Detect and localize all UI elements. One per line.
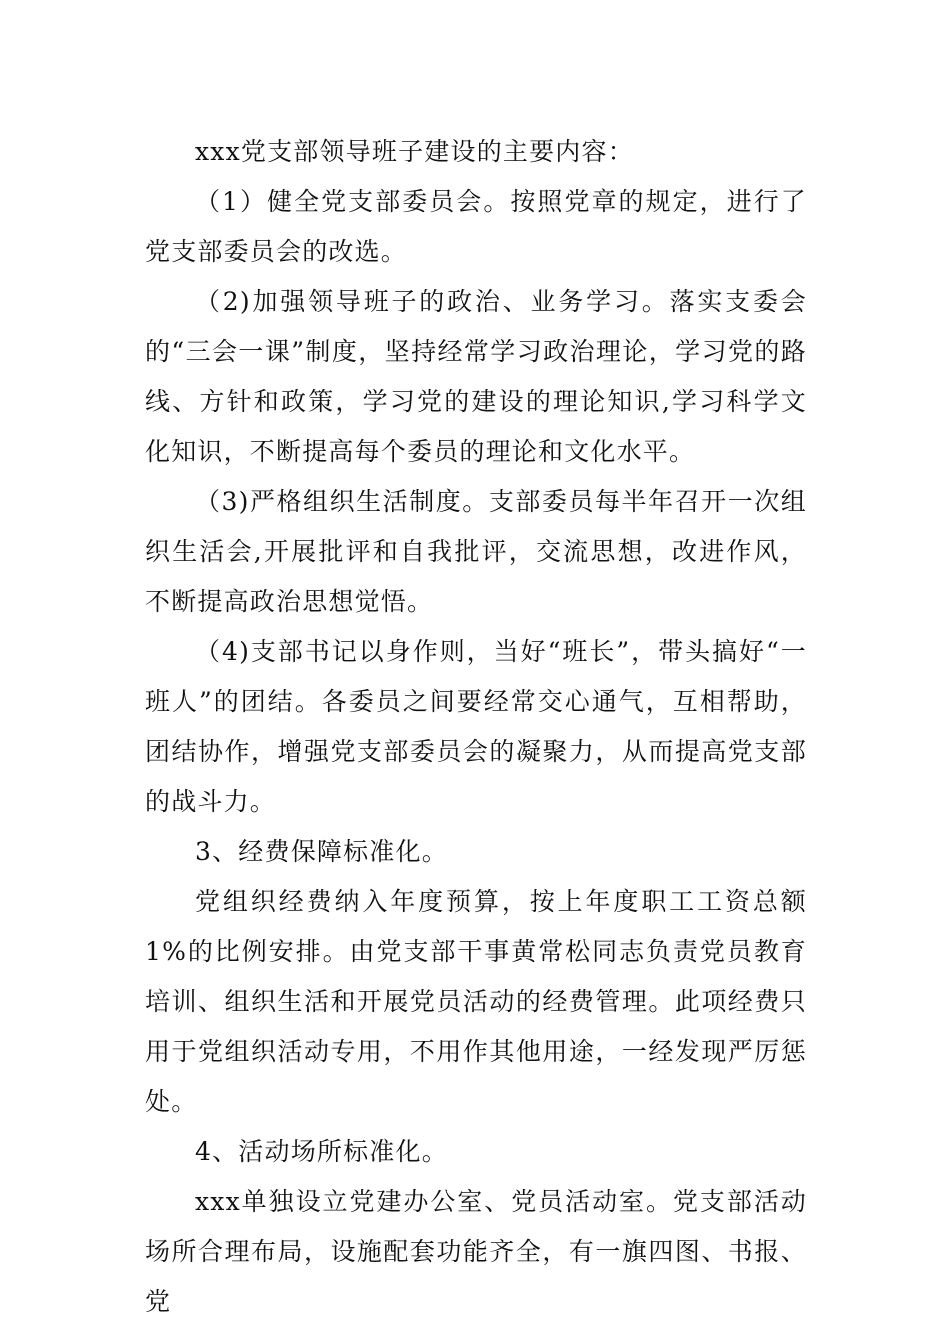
paragraph-venue: xxx单独设立党建办公室、党员活动室。党支部活动场所合理布局，设施配套功能齐全，有一旗四图、书报、党 [145,1187,807,1316]
paragraph-item-1: （1）健全党支部委员会。按照党章的规定，进行了党支部委员会的改选。 [145,187,807,266]
section-heading-funding: 3、经费保障标准化。 [195,837,448,866]
paragraph-item-2: （2)加强领导班子的政治、业务学习。落实支委会的“三会一课”制度，坚持经常学习政治理论，学习党的路线、方针和政策，学习党的建设的理论知识,学习科学文化知识，不断提高每个委员的理论和文化水平。 [145,287,807,466]
section-heading-venue: 4、活动场所标准化。 [195,1137,448,1166]
paragraph-item-4: （4)支部书记以身作则，当好“班长”，带头搞好“一班人”的团结。各委员之间要经常交心通气，互相帮助，团结协作，增强党支部委员会的凝聚力，从而提高党支部的战斗力。 [145,637,807,816]
paragraph-intro: xxx党支部领导班子建设的主要内容： [195,137,634,166]
document-body [145,127,807,1327]
paragraph-funding: 党组织经费纳入年度预算，按上年度职工工资总额1%的比例安排。由党支部干事黄常松同志负责党员教育培训、组织生活和开展党员活动的经费管理。此项经费只用于党组织活动专用，不用作其他用途，一经发现严厉惩处。 [145,887,807,1116]
paragraph-item-3: （3)严格组织生活制度。支部委员每半年召开一次组织生活会,开展批评和自我批评，交流思想，改进作风，不断提高政治思想觉悟。 [145,487,807,616]
